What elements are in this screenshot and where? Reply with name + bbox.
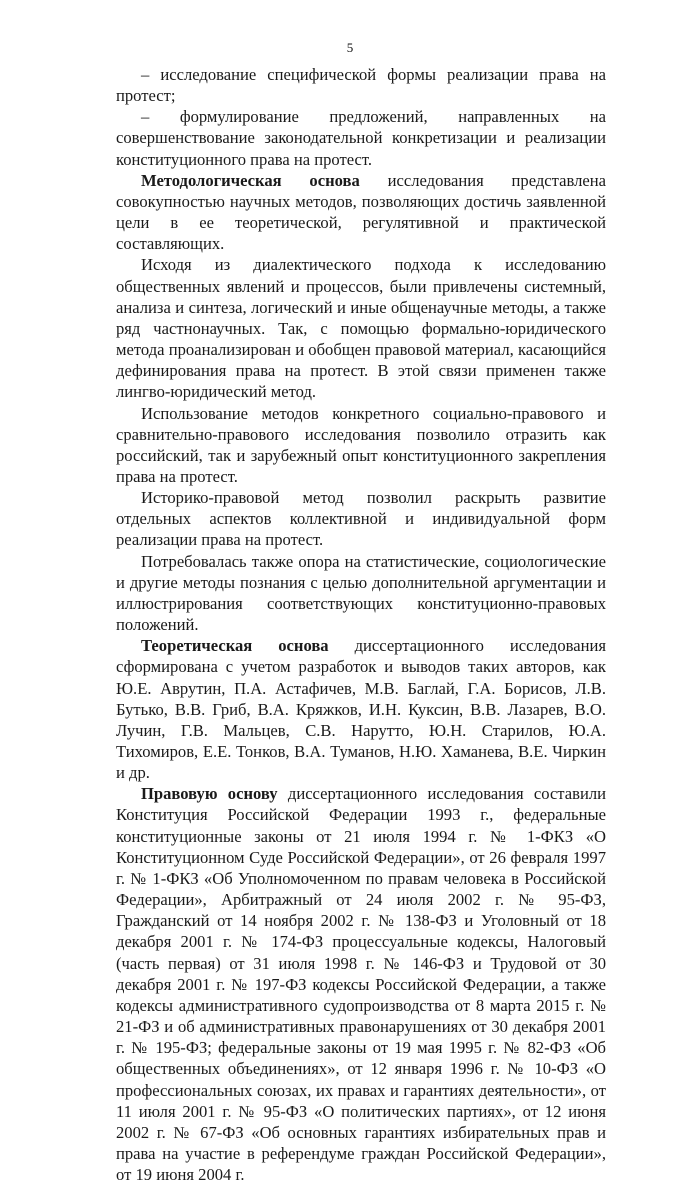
paragraph-heading: Методологическая основа <box>141 170 360 190</box>
paragraph-statistical-methods <box>116 551 606 636</box>
paragraph-text: – формулирование предложений, направленных на совершенствование законодательной конкретизации и реализации конституционного права на протест. <box>116 107 606 169</box>
paragraph-text: – исследование специфической формы реализации права на протест; <box>116 65 606 106</box>
paragraph-theoretical-basis <box>116 635 606 783</box>
paragraph-methodological-basis <box>116 170 606 255</box>
paragraph-text: Потребовалась также опора на статистические, социологические и другие методы познания с целью дополнительной аргументации и иллюстрирования соответствующих конституционно-правовых положений. <box>116 551 606 635</box>
paragraph-historical-method <box>116 487 606 550</box>
page-number: 5 <box>346 40 354 55</box>
paragraph-proposals <box>116 106 606 169</box>
paragraph-text: Использование методов конкретного социально-правового и сравнительно-правового исследования позволило отразить как российский, так и зарубежный опыт конституционного закрепления права на протест. <box>116 403 606 486</box>
paragraph-text: диссертационного исследования сформирована с учетом разработок и выводов таких авторов, как Ю.Е. Аврутин, П.А. Астафичев, М.В. Баглай, Г.А. Борисов, Л.В. Бутько, В.В. Гриб, В.А. Кряжков, И.Н. Куксин, В.В. Лазарев, В.О. Лучин, Г.В. Мальцев, С.В. Нарутто, Ю.Н. Старилов, Ю.А. Тихомиров, Е.Е. Тонков, В.А. Туманов, Н.Ю. Хаманева, В.Е. Чиркин и др. <box>116 636 606 783</box>
document-body <box>116 64 606 1185</box>
paragraph-text: диссертационного исследования составили Конституция Российской Федерации 1993 г., федеральные конституционные законы от 21 июля 1994 г. № 1-ФКЗ «О Конституционном Суде Российской Федерации», от 26 февраля 1997 г. № 1-ФКЗ «Об Уполномоченном по правам человека в Российской Федерации», Арбитражный от 24 июля 2002 г. № 95-ФЗ, Гражданский от 14 ноября 2002 г. № 138-ФЗ и Уголовный от 18 декабря 2001 г. № 174-ФЗ процессуальные кодексы, Налоговый (часть первая) от 31 июля 1998 г. № 146-ФЗ и Трудовой от 30 декабря 2001 г. № 197-ФЗ кодексы Российской Федерации, а также кодексы административного судопроизводства от 8 марта 2015 г. № 21-ФЗ и об административных правонарушениях от 30 декабря 2001 г. № 195-ФЗ; федеральные законы от 19 мая 1995 г. № 82-ФЗ «Об общественных объединениях», от 12 января 1996 г. № 10-ФЗ «О профессиональных союзах, их правах и гарантиях деятельности», от 11 июля 2001 г. № 95-ФЗ «О политических партиях», от 12 июня 2002 г. № 67-ФЗ «Об основных гарантиях избирательных прав и права на участие в референдуме граждан Российской Федерации», от 19 июня 2004 г. <box>116 784 607 1185</box>
paragraph-heading: Правовую основу <box>141 784 278 804</box>
paragraph-research-protest-form <box>116 64 606 106</box>
paragraph-legal-basis <box>116 783 606 1185</box>
paragraph-heading: Теоретическая основа <box>141 636 329 656</box>
paragraph-text: исследования представлена совокупностью научных методов, позволяющих достичь заявленной цели в ее теоретической, регулятивной и практической составляющих. <box>116 170 606 254</box>
paragraph-comparative-methods <box>116 403 606 488</box>
paragraph-text: Исходя из диалектического подхода к исследованию общественных явлений и процессов, были привлечены системный, анализа и синтеза, логический и иные общенаучные методы, а также ряд частнонаучных. Так, с помощью формально-юридического метода проанализирован и обобщен правовой материал, касающийся дефинирования права на протест. В этой связи применен также лингво-юридический метод. <box>116 255 606 402</box>
paragraph-text: Историко-правовой метод позволил раскрыть развитие отдельных аспектов коллективной и индивидуальной форм реализации права на протест. <box>116 488 606 550</box>
paragraph-dialectical-approach <box>116 254 606 402</box>
